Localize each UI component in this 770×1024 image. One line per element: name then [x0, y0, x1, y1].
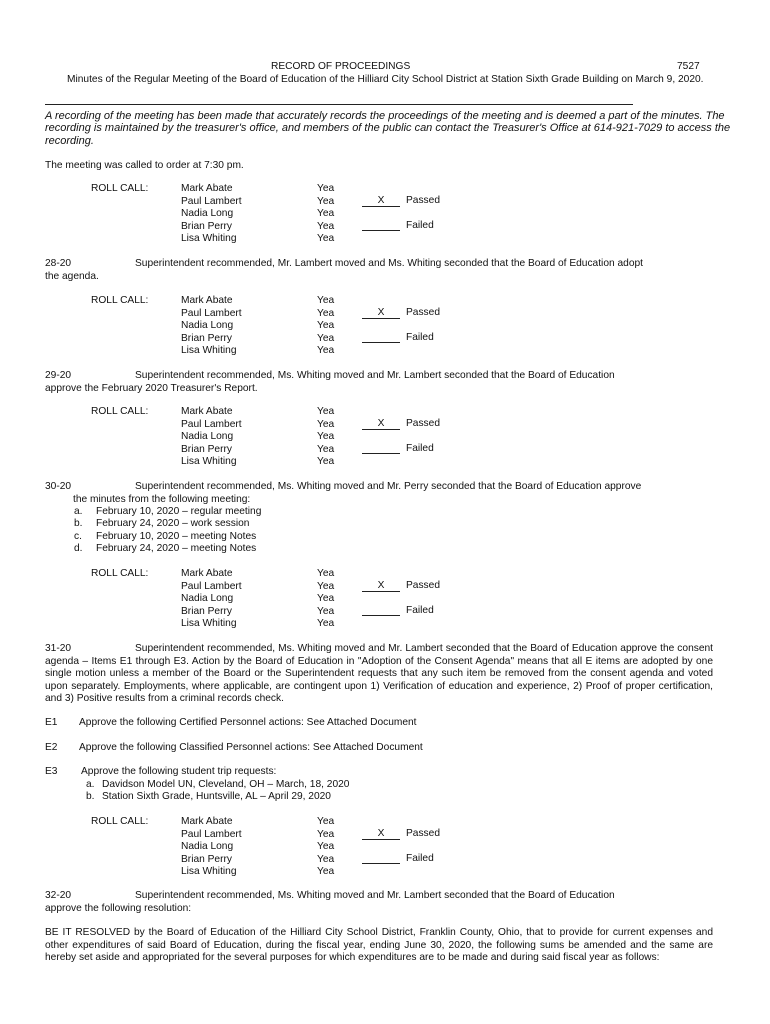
- passed-label: Passed: [406, 418, 440, 429]
- consent-item-text: Approve the following student trip requests:: [81, 766, 277, 777]
- member-name: Mark Abate: [181, 295, 233, 306]
- list-text: February 10, 2020 – regular meeting: [96, 506, 262, 517]
- resolution-number: 32-20: [45, 890, 72, 901]
- passed-label: Passed: [406, 580, 440, 591]
- passed-mark: X: [362, 419, 400, 430]
- member-name: Paul Lambert: [181, 418, 242, 430]
- resolution-number: 31-20: [45, 643, 72, 654]
- list-letter: a.: [86, 779, 95, 790]
- member-vote: Yea: [317, 307, 335, 319]
- failed-label: Failed: [406, 220, 434, 231]
- member-name: Brian Perry: [181, 853, 232, 865]
- member-name: Brian Perry: [181, 605, 232, 617]
- member-vote: Yea: [317, 418, 335, 430]
- roll-call-label: ROLL CALL:: [91, 816, 149, 827]
- list-text: Station Sixth Grade, Huntsville, AL – April 29, 2020: [102, 791, 331, 803]
- member-vote: Yea: [317, 220, 335, 232]
- failed-line: [362, 443, 434, 454]
- member-vote: Yea: [317, 320, 335, 331]
- member-vote: Yea: [317, 431, 335, 442]
- roll-call-block: [0, 816, 770, 880]
- member-name: Nadia Long: [181, 208, 234, 219]
- member-name: Nadia Long: [181, 841, 234, 852]
- recording-notice: A recording of the meeting has been made that accurately records the proceedings of the meeting and is deemed a part of the minutes. The recording is maintained by the treasurer's office, and members of the public can contact the Treasurer's Office at 614-921-7029 to access the recording.: [45, 110, 731, 147]
- page-title: RECORD OF PROCEEDINGS: [271, 61, 411, 72]
- member-name: Lisa Whiting: [181, 456, 237, 467]
- resolution-text-cont: approve the February 2020 Treasurer's Report.: [45, 382, 258, 394]
- consent-item-number: E2: [45, 742, 58, 753]
- list-letter: b.: [74, 518, 83, 530]
- member-vote: Yea: [317, 593, 335, 604]
- failed-line: [362, 605, 434, 616]
- member-name: Nadia Long: [181, 320, 234, 331]
- member-vote: Yea: [317, 443, 335, 455]
- resolution-text: Superintendent recommended, Ms. Whiting moved and Mr. Lambert seconded that the Board of Education: [135, 890, 615, 901]
- consent-item-text: Approve the following Classified Personnel actions: See Attached Document: [79, 742, 423, 753]
- list-letter: d.: [74, 543, 83, 555]
- consent-item-number: E1: [45, 717, 58, 728]
- member-vote: Yea: [317, 580, 335, 592]
- member-name: Paul Lambert: [181, 828, 242, 840]
- member-vote: Yea: [317, 195, 335, 207]
- list-text: Davidson Model UN, Cleveland, OH – March, 18, 2020: [102, 779, 350, 790]
- resolution-number: 28-20: [45, 258, 72, 269]
- failed-blank: [362, 220, 400, 231]
- failed-label: Failed: [406, 605, 434, 616]
- member-name: Paul Lambert: [181, 195, 242, 207]
- appropriation-resolution: BE IT RESOLVED by the Board of Education of the Hilliard City School District, Franklin County, Ohio, that to provide for current expenses and other expenditures of said Board of Education, during the fiscal year, ending June 30, 2020, the following sums be amended and the same are hereby set aside and appropriated for the several purposes for which expenditures are to be made and during said fiscal year as follows:: [45, 927, 713, 963]
- resolution-text-cont: the agenda.: [45, 270, 99, 282]
- resolution-text: Superintendent recommended, Ms. Whiting moved and Mr. Lambert seconded that the Board of Education: [135, 370, 615, 381]
- list-item: [86, 791, 349, 803]
- member-name: Nadia Long: [181, 593, 234, 604]
- member-vote: Yea: [317, 233, 335, 244]
- passed-line: [362, 307, 440, 319]
- member-vote: Yea: [317, 295, 335, 306]
- failed-label: Failed: [406, 443, 434, 454]
- consent-item-number: E3: [45, 766, 58, 777]
- list-item: [74, 518, 261, 530]
- passed-line: [362, 418, 440, 430]
- passed-label: Passed: [406, 195, 440, 206]
- member-name: Lisa Whiting: [181, 345, 237, 356]
- resolution-text: Superintendent recommended, Ms. Whiting moved and Mr. Perry seconded that the Board of Education approve: [135, 481, 642, 492]
- page-number: 7527: [677, 61, 700, 72]
- passed-label: Passed: [406, 307, 440, 318]
- list-text: February 24, 2020 – work session: [96, 518, 250, 530]
- member-name: Lisa Whiting: [181, 618, 237, 629]
- failed-label: Failed: [406, 853, 434, 864]
- failed-line: [362, 332, 434, 343]
- passed-line: [362, 580, 440, 592]
- roll-call-label: ROLL CALL:: [91, 183, 149, 194]
- member-vote: Yea: [317, 332, 335, 344]
- failed-blank: [362, 332, 400, 343]
- failed-blank: [362, 443, 400, 454]
- member-name: Paul Lambert: [181, 580, 242, 592]
- called-to-order: The meeting was called to order at 7:30 pm.: [45, 160, 244, 171]
- header-divider: [45, 104, 633, 105]
- resolution-number: 29-20: [45, 370, 72, 381]
- member-vote: Yea: [317, 828, 335, 840]
- roll-call-block: [0, 295, 770, 359]
- passed-label: Passed: [406, 828, 440, 839]
- member-vote: Yea: [317, 208, 335, 219]
- member-vote: Yea: [317, 456, 335, 467]
- member-vote: Yea: [317, 568, 335, 579]
- resolution-text: Superintendent recommended, Mr. Lambert moved and Ms. Whiting seconded that the Board of Education adopt: [135, 258, 643, 269]
- consent-item-text: Approve the following Certified Personnel actions: See Attached Document: [79, 717, 417, 728]
- member-vote: Yea: [317, 183, 335, 194]
- member-name: Nadia Long: [181, 431, 234, 442]
- list-item: [86, 779, 349, 791]
- list-letter: c.: [74, 530, 82, 542]
- member-name: Mark Abate: [181, 816, 233, 827]
- passed-mark: X: [362, 581, 400, 592]
- roll-call-label: ROLL CALL:: [91, 295, 149, 306]
- member-vote: Yea: [317, 618, 335, 629]
- failed-blank: [362, 853, 400, 864]
- passed-mark: X: [362, 829, 400, 840]
- list-text: February 24, 2020 – meeting Notes: [96, 543, 257, 555]
- member-vote: Yea: [317, 841, 335, 852]
- member-vote: Yea: [317, 605, 335, 617]
- member-vote: Yea: [317, 816, 335, 827]
- member-name: Paul Lambert: [181, 307, 242, 319]
- passed-mark: X: [362, 196, 400, 207]
- list-text: February 10, 2020 – meeting Notes: [96, 530, 257, 542]
- member-name: Mark Abate: [181, 568, 233, 579]
- roll-call-block: [0, 183, 770, 247]
- resolution-31-20-text: Superintendent recommended, Ms. Whiting moved and Mr. Lambert seconded that the Board of Education approve the consent agenda – Items E1 through E3. Action by the Board of Education in "Adoption of the Consent Agenda" means that all E items are adopted by one single motion unless a member of the Board or the Superintendent requests that any such item be removed from the consent agenda and voted upon separately. Employments, where applicable, are contingent upon 1) Verification of education and experience, 2) Proof of proper certification, and 3) Positive results from a criminal records check.: [45, 643, 713, 704]
- list-letter: a.: [74, 506, 83, 517]
- list-item: [74, 531, 261, 543]
- member-name: Brian Perry: [181, 220, 232, 232]
- failed-blank: [362, 605, 400, 616]
- minutes-heading: Minutes of the Regular Meeting of the Board of Education of the Hilliard City School District at Station Sixth Grade Building on March 9, 2020.: [67, 74, 704, 85]
- member-name: Lisa Whiting: [181, 233, 237, 244]
- member-name: Brian Perry: [181, 443, 232, 455]
- member-name: Mark Abate: [181, 406, 233, 417]
- member-name: Brian Perry: [181, 332, 232, 344]
- list-letter: b.: [86, 791, 95, 803]
- roll-call-block: [0, 406, 770, 470]
- resolution-text-cont: the minutes from the following meeting:: [73, 493, 251, 505]
- member-vote: Yea: [317, 406, 335, 417]
- trip-requests-list: [86, 779, 349, 804]
- member-vote: Yea: [317, 345, 335, 356]
- roll-call-label: ROLL CALL:: [91, 406, 149, 417]
- list-item: [74, 506, 261, 518]
- list-item: [74, 543, 261, 555]
- member-name: Lisa Whiting: [181, 866, 237, 877]
- failed-label: Failed: [406, 332, 434, 343]
- failed-line: [362, 220, 434, 231]
- failed-line: [362, 853, 434, 864]
- roll-call-label: ROLL CALL:: [91, 568, 149, 579]
- resolution-number: 30-20: [45, 481, 72, 492]
- passed-mark: X: [362, 308, 400, 319]
- passed-line: [362, 828, 440, 840]
- member-name: Mark Abate: [181, 183, 233, 194]
- resolution-text-cont: approve the following resolution:: [45, 902, 192, 914]
- member-vote: Yea: [317, 853, 335, 865]
- roll-call-block: [0, 568, 770, 632]
- meeting-minutes-list: [74, 506, 261, 556]
- member-vote: Yea: [317, 866, 335, 877]
- passed-line: [362, 195, 440, 207]
